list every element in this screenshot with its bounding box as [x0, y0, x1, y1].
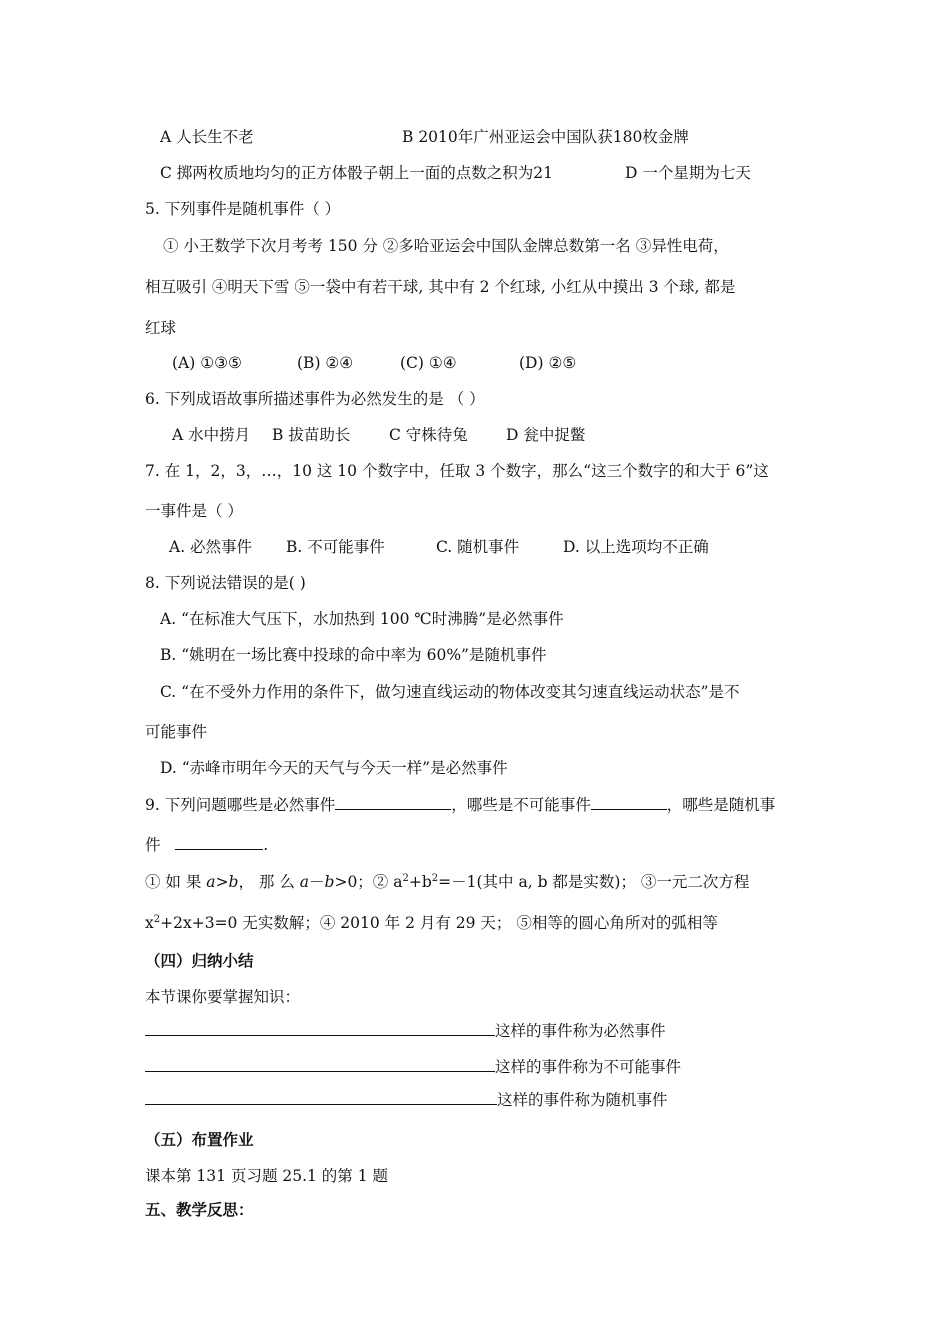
homework-text: 课本第 131 页习题 25.1 的第 1 题 — [145, 1167, 389, 1185]
q8-option-c-line1: C. “在不受外力作用的条件下，做匀速直线运动的物体改变其匀速直线运动状态”是不 — [160, 683, 740, 701]
q9-cond-text: x — [145, 914, 154, 932]
q9-cond-text: =－1(其中 a, b 都是实数)； ③一元二次方程 — [438, 873, 750, 891]
q7-option-a: A. 必然事件 — [169, 538, 253, 556]
q7-option-c: C. 随机事件 — [436, 538, 520, 556]
summary-label-certain: 这样的事件称为必然事件 — [495, 1022, 666, 1040]
q9-cond-text: >0；② a — [334, 873, 403, 891]
q9-blank-certain[interactable] — [335, 795, 451, 810]
q9-cond-text: +b — [408, 873, 432, 891]
q8-option-c-line2: 可能事件 — [145, 723, 208, 741]
q7-option-d: D. 以上选项均不正确 — [563, 538, 709, 556]
q8-option-a: A. “在标准大气压下，水加热到 100 ℃时沸腾”是必然事件 — [160, 610, 564, 628]
q7-line1: 7. 在 1，2，3，…，10 这 10 个数字中，任取 3 个数字，那么“这三个数字的和大于 6”这 — [145, 462, 769, 480]
q9-cond-text: ， 那 么 — [238, 873, 300, 891]
var-b: b — [324, 873, 335, 891]
summary-label-random: 这样的事件称为随机事件 — [497, 1091, 668, 1109]
gt-sign: > — [215, 873, 229, 891]
q9-conditions-line2 — [145, 913, 718, 933]
minus-sign: － — [309, 873, 325, 891]
summary-blank-random[interactable] — [145, 1090, 497, 1105]
var-b: b — [228, 873, 239, 891]
q9-text-part5: . — [263, 836, 269, 854]
q5-line1: ① 小王数学下次月考考 150 分 ②多哈亚运会中国队金牌总数第一名 ③异性电荷， — [163, 237, 729, 255]
q9-text-part1: 9. 下列问题哪些是必然事件 — [145, 796, 336, 814]
q4-option-c: C 掷两枚质地均匀的正方体骰子朝上一面的点数之积为21 — [160, 164, 554, 182]
q9-conditions-line1 — [145, 872, 749, 892]
q8-option-d: D. “赤峰市明年今天的天气与今天一样”是必然事件 — [160, 759, 508, 777]
q8-option-b: B. “姚明在一场比赛中投球的命中率为 60%”是随机事件 — [160, 646, 547, 664]
exponent: 2 — [153, 913, 161, 925]
summary-line-impossible — [145, 1057, 681, 1077]
q6-option-a: A 水中捞月 — [172, 426, 251, 444]
summary-line-certain — [145, 1021, 666, 1041]
exponent: 2 — [431, 872, 439, 884]
var-a: a — [206, 873, 216, 891]
q9-text-part2: ，哪些是不可能事件 — [451, 796, 591, 814]
q7-option-b: B. 不可能事件 — [286, 538, 385, 556]
q7-line2: 一事件是（ ） — [145, 502, 243, 520]
reflection-heading: 五、教学反思： — [145, 1201, 254, 1219]
summary-intro: 本节课你要掌握知识： — [145, 988, 301, 1006]
q9-cond-text: +2x+3=0 无实数解；④ 2010 年 2 月有 29 天； ⑤相等的圆心角所对的弧相等 — [160, 914, 718, 932]
summary-heading: （四）归纳小结 — [145, 952, 254, 970]
q5-option-b: (B) ②④ — [297, 354, 354, 372]
q5-line2: 相互吸引 ④明天下雪 ⑤一袋中有若干球, 其中有 2 个红球, 小红从中摸出 3 个球, 都是 — [145, 278, 736, 296]
q8-stem: 8. 下列说法错误的是( ) — [145, 574, 306, 592]
summary-blank-impossible[interactable] — [145, 1057, 495, 1072]
q5-line3: 红球 — [145, 319, 177, 337]
var-a: a — [299, 873, 309, 891]
summary-label-impossible: 这样的事件称为不可能事件 — [495, 1058, 682, 1076]
q9-cond-text: ① 如 果 — [145, 873, 207, 891]
q4-option-a: A 人长生不老 — [160, 128, 254, 146]
exponent: 2 — [402, 872, 409, 884]
q6-option-b: B 拔苗助长 — [272, 426, 351, 444]
q5-option-c: (C) ①④ — [400, 354, 457, 372]
q5-option-d: (D) ②⑤ — [519, 354, 577, 372]
q4-option-b: B 2010年广州亚运会中国队获180枚金牌 — [402, 128, 689, 146]
q6-stem: 6. 下列成语故事所描述事件为必然发生的是 （ ） — [145, 390, 485, 408]
q9-blank-impossible[interactable] — [591, 795, 667, 810]
q5-option-a: (A) ①③⑤ — [172, 354, 242, 372]
homework-heading: （五）布置作业 — [145, 1131, 254, 1149]
q6-option-c: C 守株待兔 — [389, 426, 468, 444]
summary-line-random — [145, 1090, 668, 1110]
q4-option-d: D 一个星期为七天 — [625, 164, 751, 182]
q9-text-part3: ，哪些是随机事 — [666, 796, 776, 814]
q9-line2 — [145, 835, 268, 855]
summary-blank-certain[interactable] — [145, 1021, 495, 1036]
q9-text-part4: 件 — [145, 836, 161, 854]
q9-blank-random[interactable] — [175, 835, 263, 850]
q9-line1 — [145, 795, 775, 815]
q5-stem: 5. 下列事件是随机事件（ ） — [145, 200, 341, 218]
q6-option-d: D 瓮中捉鳖 — [506, 426, 586, 444]
